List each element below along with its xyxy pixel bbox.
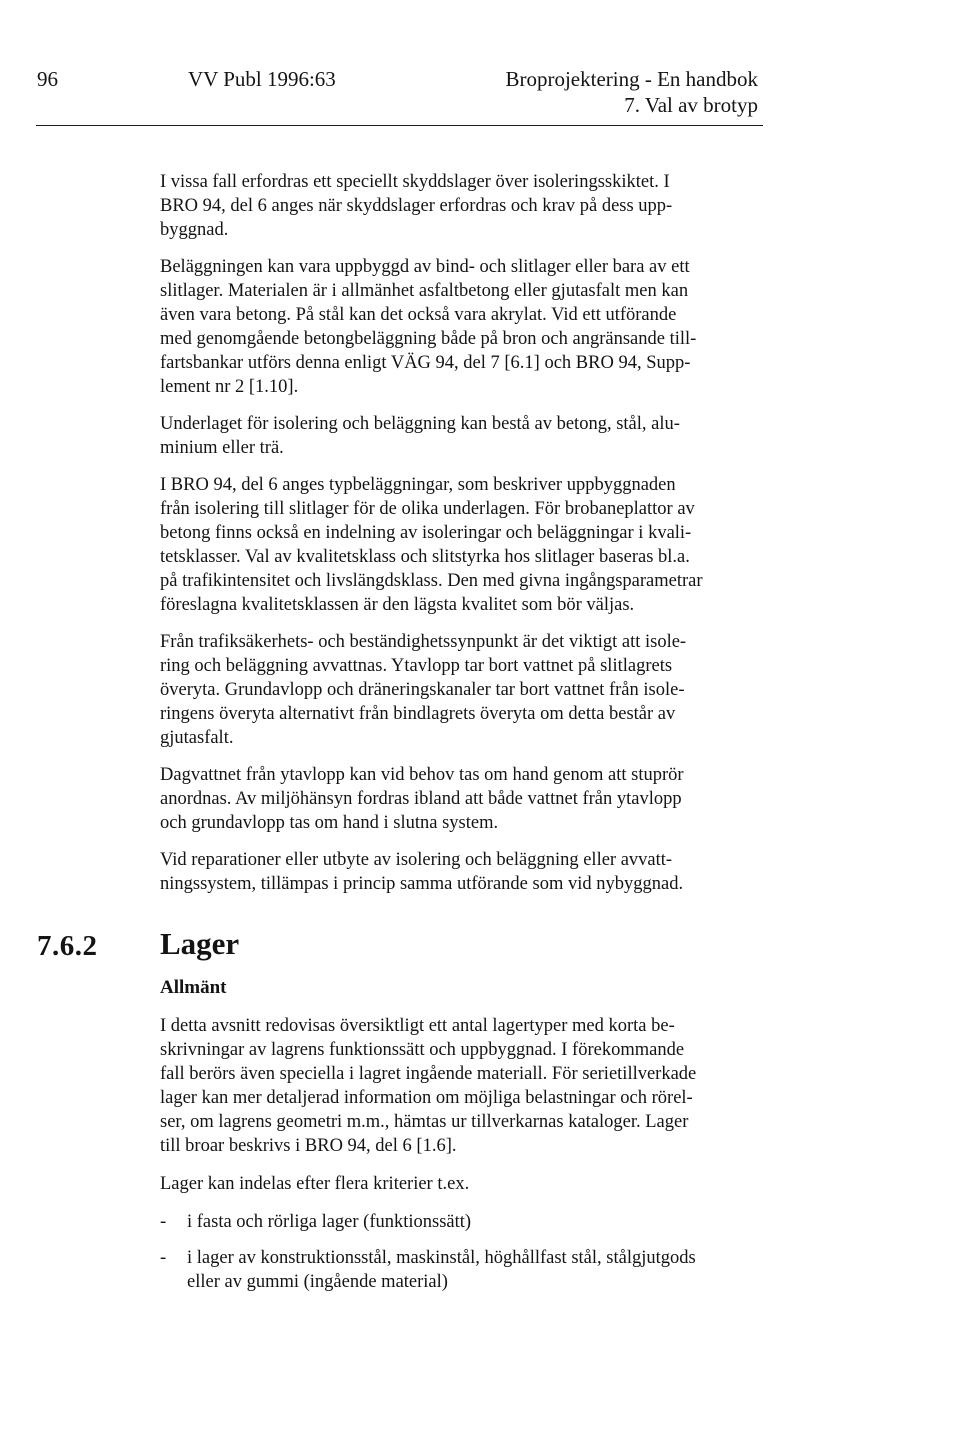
list-item <box>160 1246 760 1294</box>
text-line: fartsbankar utförs denna enligt VÄG 94, del 7 [6.1] och BRO 94, Supp- <box>160 353 691 373</box>
paragraph <box>160 763 750 835</box>
paragraph <box>160 170 750 242</box>
text-line: på trafikintensitet och livslängdsklass. Den med givna ingångsparametrar <box>160 571 703 591</box>
text-line: eller av gummi (ingående material) <box>187 1272 448 1292</box>
book-title: Broprojektering - En handbok <box>505 67 758 91</box>
text-line: från isolering till slitlager för de olika underlagen. För brobaneplattor av <box>160 499 695 519</box>
section-number: 7.6.2 <box>37 930 98 962</box>
chapter-title: 7. Val av brotyp <box>624 93 758 117</box>
text-line: föreslagna kvalitetsklassen är den lägsta kvalitet som bör väljas. <box>160 595 635 615</box>
text-line: byggnad. <box>160 220 229 240</box>
text-line: och grundavlopp tas om hand i slutna system. <box>160 813 499 833</box>
text-line: lement nr 2 [1.10]. <box>160 377 299 397</box>
text-line: ningssystem, tillämpas i princip samma utförande som vid nybyggnad. <box>160 874 684 894</box>
list-item <box>160 1210 760 1234</box>
text-line: I vissa fall erfordras ett speciellt skyddslager över isoleringsskiktet. I <box>160 172 670 192</box>
text-line: anordnas. Av miljöhänsyn fordras ibland att både vattnet från ytavlopp <box>160 789 682 809</box>
paragraph <box>160 1014 760 1158</box>
text-line: I detta avsnitt redovisas översiktligt ett antal lagertyper med korta be- <box>160 1016 675 1036</box>
bullet-list <box>160 1210 760 1294</box>
section-body <box>160 1014 760 1306</box>
text-line: Från trafiksäkerhets- och beständighetssynpunkt är det viktigt att isole- <box>160 632 687 652</box>
text-line: i lager av konstruktionsstål, maskinstål, höghållfast stål, stålgjutgods <box>187 1248 696 1268</box>
paragraph <box>160 412 750 460</box>
paragraph <box>160 848 750 896</box>
text-line: ser, om lagrens geometri m.m., hämtas ur tillverkarnas kataloger. Lager <box>160 1112 689 1132</box>
text-line: Dagvattnet från ytavlopp kan vid behov tas om hand genom att stuprör <box>160 765 684 785</box>
text-line: fall berörs även speciella i lagret ingående materiall. För serietillverkade <box>160 1064 697 1084</box>
header-rule <box>36 125 763 126</box>
subheading: Allmänt <box>160 977 227 998</box>
text-line: I BRO 94, del 6 anges typbeläggningar, som beskriver uppbyggnaden <box>160 475 676 495</box>
page-number: 96 <box>37 67 58 91</box>
body-text <box>160 170 750 909</box>
text-line: till broar beskrivs i BRO 94, del 6 [1.6]. <box>160 1136 457 1156</box>
text-line: skrivningar av lagrens funktionssätt och uppbyggnad. I förekommande <box>160 1040 685 1060</box>
text-line: ring och beläggning avvattnas. Ytavlopp tar bort vattnet på slitlagrets <box>160 656 673 676</box>
paragraph <box>160 473 750 617</box>
text-line: överyta. Grundavlopp och dräneringskanaler tar bort vattnet från isole- <box>160 680 685 700</box>
paragraph <box>160 630 750 750</box>
text-line: även vara betong. På stål kan det också vara akrylat. Vid ett utförande <box>160 305 677 325</box>
text-line: Beläggningen kan vara uppbyggd av bind- och slitlager eller bara av ett <box>160 257 690 277</box>
paragraph <box>160 1172 760 1196</box>
text-line: slitlager. Materialen är i allmänhet asfaltbetong eller gjutasfalt men kan <box>160 281 689 301</box>
section-title: Lager <box>160 926 240 961</box>
text-line: betong finns också en indelning av isoleringar och beläggningar i kvali- <box>160 523 692 543</box>
text-line: med genomgående betongbeläggning både på bron och angränsande till- <box>160 329 697 349</box>
bullet-dash: - <box>160 1212 167 1232</box>
text-line: i fasta och rörliga lager (funktionssätt) <box>187 1212 472 1232</box>
text-line: minium eller trä. <box>160 438 284 458</box>
text-line: lager kan mer detaljerad information om möjliga belastningar och rörel- <box>160 1088 693 1108</box>
text-line: BRO 94, del 6 anges när skyddslager erfordras och krav på dess upp- <box>160 196 673 216</box>
text-line: Lager kan indelas efter flera kriterier t.ex. <box>160 1174 470 1194</box>
running-header <box>505 66 758 118</box>
publication-id: VV Publ 1996:63 <box>188 67 336 91</box>
text-line: tetsklasser. Val av kvalitetsklass och slitstyrka hos slitlager baseras bl.a. <box>160 547 690 567</box>
bullet-dash: - <box>160 1248 167 1268</box>
text-line: Vid reparationer eller utbyte av isolering och beläggning eller avvatt- <box>160 850 673 870</box>
text-line: Underlaget för isolering och beläggning kan bestå av betong, stål, alu- <box>160 414 680 434</box>
text-line: ringens överyta alternativt från bindlagrets överyta om detta består av <box>160 704 676 724</box>
text-line: gjutasfalt. <box>160 728 234 748</box>
paragraph <box>160 255 750 399</box>
